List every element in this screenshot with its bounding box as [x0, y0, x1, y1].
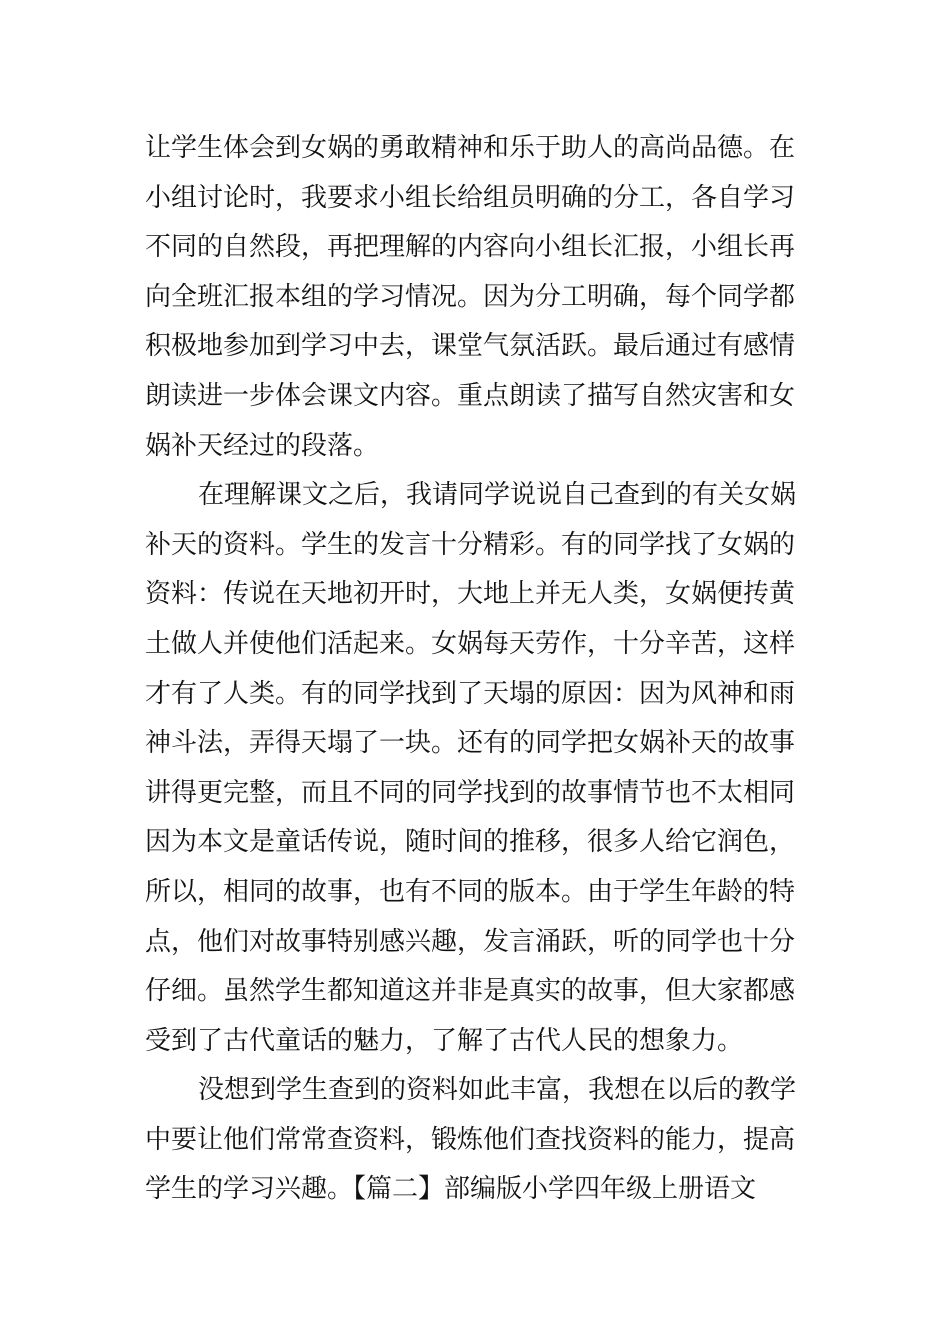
- text-line: 补天的资料。学生的发言十分精彩。有的同学找了女娲的: [145, 529, 796, 560]
- text-line: 因为本文是童话传说，随时间的推移，很多人给它润色，: [145, 827, 796, 858]
- paragraph-1: [145, 124, 810, 471]
- text-line: 没想到学生查到的资料如此丰富，我想在以后的教学: [198, 1075, 797, 1106]
- text-line: 向全班汇报本组的学习情况。因为分工明确，每个同学都: [145, 281, 796, 312]
- text-line: 讲得更完整，而且不同的同学找到的故事情节也不太相同: [145, 777, 796, 808]
- body-text: [145, 124, 810, 1215]
- text-line: 资料：传说在天地初开时，大地上并无人类，女娲便抟黄: [145, 579, 796, 610]
- text-line: 所以，相同的故事，也有不同的版本。由于学生年龄的特: [145, 876, 796, 907]
- text-line: 学生的学习兴趣。【篇二】部编版小学四年级上册语文: [145, 1174, 757, 1205]
- text-line: 神斗法，弄得天塌了一块。还有的同学把女娲补天的故事: [145, 728, 796, 759]
- paragraph-2: [145, 471, 810, 1066]
- text-line: 积极地参加到学习中去，课堂气氛活跃。最后通过有感情: [145, 331, 796, 362]
- text-line: 娲补天经过的段落。: [145, 430, 380, 461]
- text-line: 朗读进一步体会课文内容。重点朗读了描写自然灾害和女: [145, 380, 796, 411]
- text-line: 小组讨论时，我要求小组长给组员明确的分工，各自学习: [145, 182, 796, 213]
- text-line: 土做人并使他们活起来。女娲每天劳作，十分辛苦，这样: [145, 628, 796, 659]
- text-line: 在理解课文之后，我请同学说说自己查到的有关女娲: [198, 480, 797, 511]
- text-line: 不同的自然段，再把理解的内容向小组长汇报，小组长再: [145, 232, 796, 263]
- text-line: 才有了人类。有的同学找到了天塌的原因：因为风神和雨: [145, 678, 796, 709]
- text-line: 中要让他们常常查资料，锻炼他们查找资料的能力，提高: [145, 1124, 796, 1155]
- text-line: 让学生体会到女娲的勇敢精神和乐于助人的高尚品德。在: [145, 133, 796, 163]
- paragraph-3: [145, 1066, 810, 1215]
- text-line: 点，他们对故事特别感兴趣，发言涌跃，听的同学也十分: [145, 926, 796, 957]
- text-line: 仔细。虽然学生都知道这并非是真实的故事，但大家都感: [145, 976, 796, 1007]
- text-line: 受到了古代童话的魅力，了解了古代人民的想象力。: [145, 1025, 744, 1056]
